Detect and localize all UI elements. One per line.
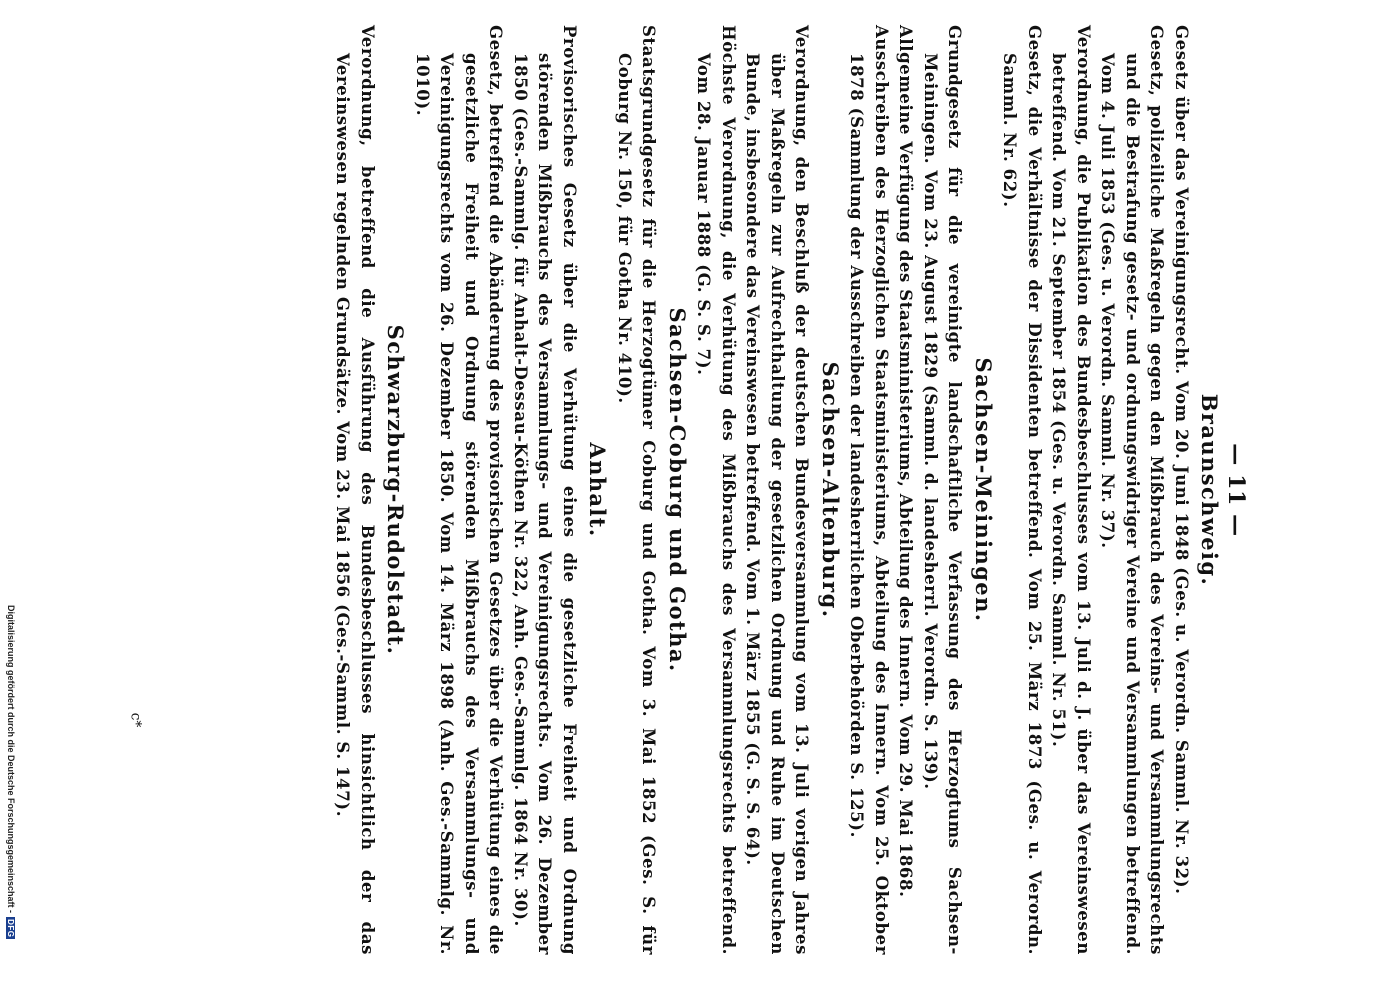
law-entry: Grundgesetz für die vereinigte landschaftliche Verfassung des Herzogtums Sachsen-Meiningen. Vom 23. August 1829 (Samml. d. landesherrl. Verordn. S. 139). bbox=[921, 25, 965, 955]
law-entry: Verordnung, den Beschluß der deutschen Bundesversammlung vom 13. Juli vorigen Jahres über Maßregeln zur Aufrechthaltung der gesetzlichen Ordnung und Ruhe im Deutschen Bunde, insbesondere das Vereinswesen betreffend. Vom 1. März 1855 (G. S. S. 64). bbox=[743, 25, 812, 955]
law-entry: Gesetz, polizeiliche Maßregeln gegen den Mißbrauch des Vereins- und Versammlungsrechts und die Bestrafung gesetz- und ordnungswidriger Vereine und Versammlungen betreffend. Vom 4. Juli 1853 (Ges. u. Verordn. Samml. Nr. 37). bbox=[1098, 25, 1167, 955]
law-entry: Höchste Verordnung, die Verhütung des Mißbrauchs des Versammlungsrechts betreffend. Vom 28. Januar 1888 (G. S. S. 7). bbox=[694, 25, 738, 955]
section-heading: Sachsen-Altenburg. bbox=[818, 361, 843, 619]
section-sachsen-coburg-gotha bbox=[612, 25, 690, 955]
law-entry: Provisorisches Gesetz über die Verhütung eines die gesetzliche Freiheit und Ordnung störenden Mißbrauchs des Versammlungs- und Vereinigungsrechts. Vom 26. Dezember 1850 (Ges.-Sammlg. für Anhalt-Dessau-Köthen Nr. 322, Anh. Ges.-Sammlg. 1864 Nr. 30). bbox=[511, 25, 579, 955]
section-anhalt bbox=[410, 25, 610, 955]
section-heading: Sachsen-Coburg und Gotha. bbox=[665, 307, 690, 673]
law-entry: Verordnung, die Publikation des Bundesbeschlusses vom 13. Juli d. J. über das Vereinswesen betreffend. Vom 21. September 1854 (Ges. u. Verordn. Samml. Nr. 51). bbox=[1049, 25, 1093, 955]
section-schwarzburg-rudolstadt bbox=[330, 25, 408, 955]
section-braunschweig bbox=[997, 25, 1222, 955]
section-heading: Anhalt. bbox=[585, 442, 611, 538]
digitization-credit bbox=[6, 605, 16, 939]
section-sachsen-altenburg bbox=[691, 25, 842, 955]
digitization-credit-text: Digitalisierung gefördert durch die Deutsche Forschungsgemeinschaft - bbox=[6, 605, 16, 914]
dfg-logo: DFG bbox=[6, 919, 16, 938]
rotated-page bbox=[148, 25, 1248, 955]
section-sachsen-meiningen bbox=[844, 25, 995, 955]
law-entry: Staatsgrundgesetz für die Herzogtümer Coburg und Gotha. Vom 3. Mai 1852 (Ges. S. für Coburg Nr. 150, für Gotha Nr. 410). bbox=[615, 25, 659, 955]
document-page bbox=[330, 25, 1248, 955]
page-number: — 11 — bbox=[1223, 443, 1249, 537]
law-entry: Gesetz, die Verhältnisse der Dissidenten betreffend. Vom 25. März 1873 (Ges. u. Verordn. Samml. Nr. 62). bbox=[1000, 25, 1044, 955]
law-entry: Allgemeine Verfügung des Staatsministeriums, Abteilung des Innern. Vom 29. Mai 1868. bbox=[896, 25, 916, 898]
law-entry: Gesetz, betreffend die Abänderung des provisorischen Gesetzes über die Verhütung eines die gesetzliche Freiheit und Ordnung störenden Mißbrauchs des Versammlungs- und Vereinigungsrechts vom 26. Dezember 1850. Vom 14. März 1898 (Anh. Ges.-Sammlg. Nr. 1010). bbox=[413, 25, 506, 955]
section-heading: Schwarzburg-Rudolstadt. bbox=[383, 324, 409, 656]
law-entry: Ausschreiben des Herzoglichen Staatsministeriums, Abteilung des Innern. Vom 25. Oktober 1878 (Sammlung der Ausschreiben der landesherrlichen Oberbehörden S. 125). bbox=[847, 25, 891, 955]
section-heading: Braunschweig. bbox=[1197, 393, 1223, 587]
law-entry: Gesetz über das Vereinigungsrecht. Vom 20. Juni 1848 (Ges. u. Verordn. Samml. Nr. 32). bbox=[1172, 25, 1191, 895]
signature-mark: c* bbox=[127, 712, 144, 728]
section-heading: Sachsen-Meiningen. bbox=[971, 357, 996, 623]
law-entry: Verordnung, betreffend die Ausführung des Bundesbeschlusses hinsichtlich der das Vereinswesen regelnden Grundsätze. Vom 23. Mai 1856 (Ges.-Samml. S. 147). bbox=[333, 25, 377, 955]
